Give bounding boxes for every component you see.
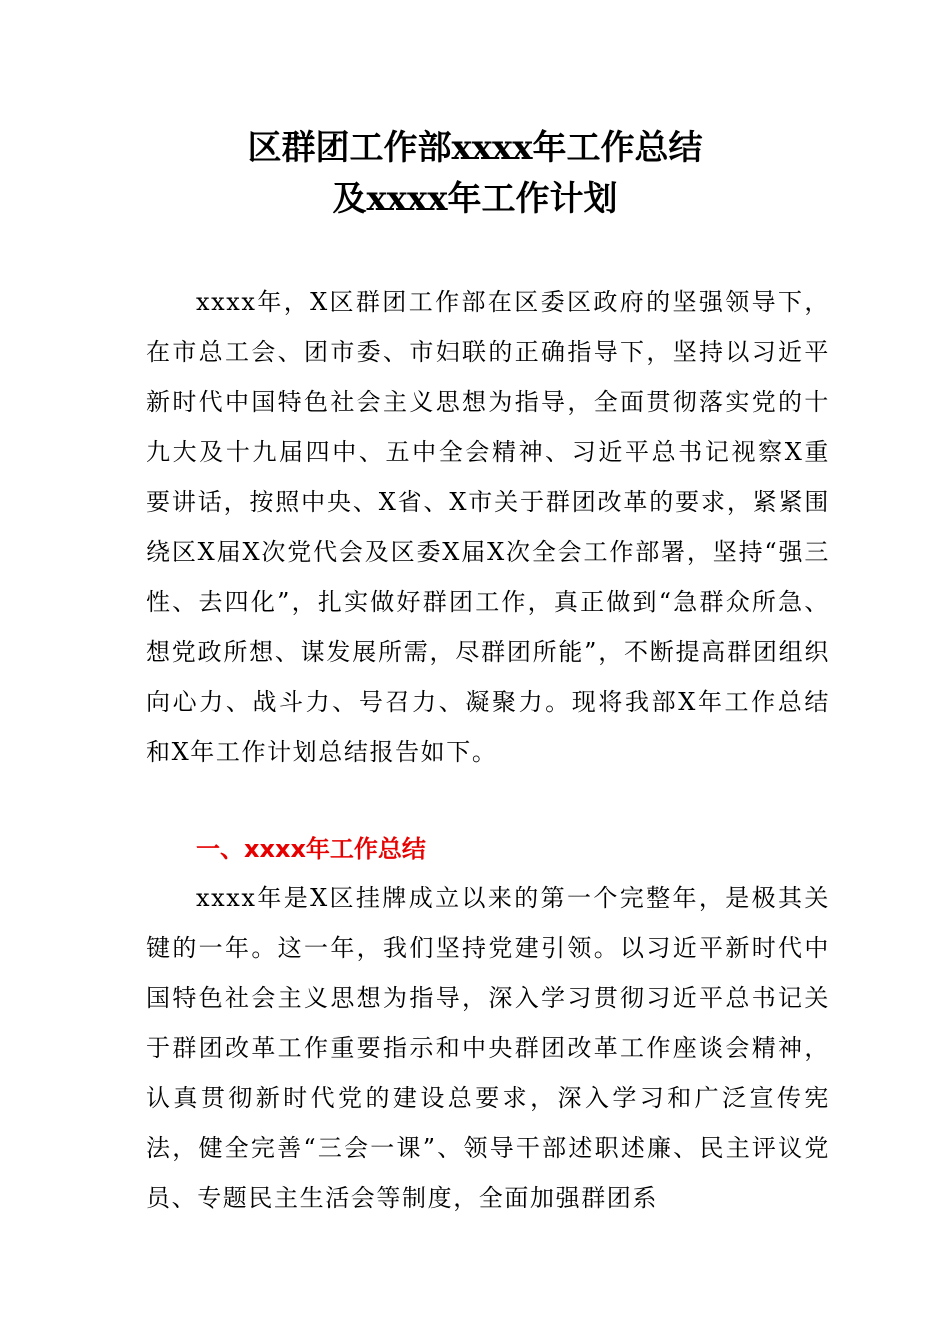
summary-paragraph: xxxx年是X区挂牌成立以来的第一个完整年，是极其关键的一年。这一年，我们坚持党建引领。以习近平新时代中国特色社会主义思想为指导，深入学习贯彻习近平总书记关于群团改革工作重要指示和中央群团改革工作座谈会精神，认真贯彻新时代党的建设总要求，深入学习和广泛宣传宪法，健全完善“三会一课”、领导干部述职述廉、民主评议党员、专题民主生活会等制度，全面加强群团系 bbox=[146, 884, 830, 1212]
document-title-line-2: 及xxxx年工作计划 bbox=[332, 179, 618, 219]
document-title-line-1: 区群团工作部xxxx年工作总结 bbox=[247, 128, 703, 168]
section-heading-work-summary: 一、xxxx年工作总结 bbox=[196, 835, 426, 863]
intro-paragraph: xxxx年，X区群团工作部在区委区政府的坚强领导下，在市总工会、团市委、市妇联的正确指导下，坚持以习近平新时代中国特色社会主义思想为指导，全面贯彻落实党的十九大及十九届四中、五中全会精神、习近平总书记视察X重要讲话，按照中央、X省、X市关于群团改革的要求，紧紧围绕区X届X次党代会及区委X届X次全会工作部署，坚持“强三性、去四化”，扎实做好群团工作，真正做到“急群众所急、想党政所想、谋发展所需，尽群团所能”，不断提高群团组织向心力、战斗力、号召力、凝聚力。现将我部X年工作总结和X年工作计划总结报告如下。 bbox=[146, 288, 830, 766]
